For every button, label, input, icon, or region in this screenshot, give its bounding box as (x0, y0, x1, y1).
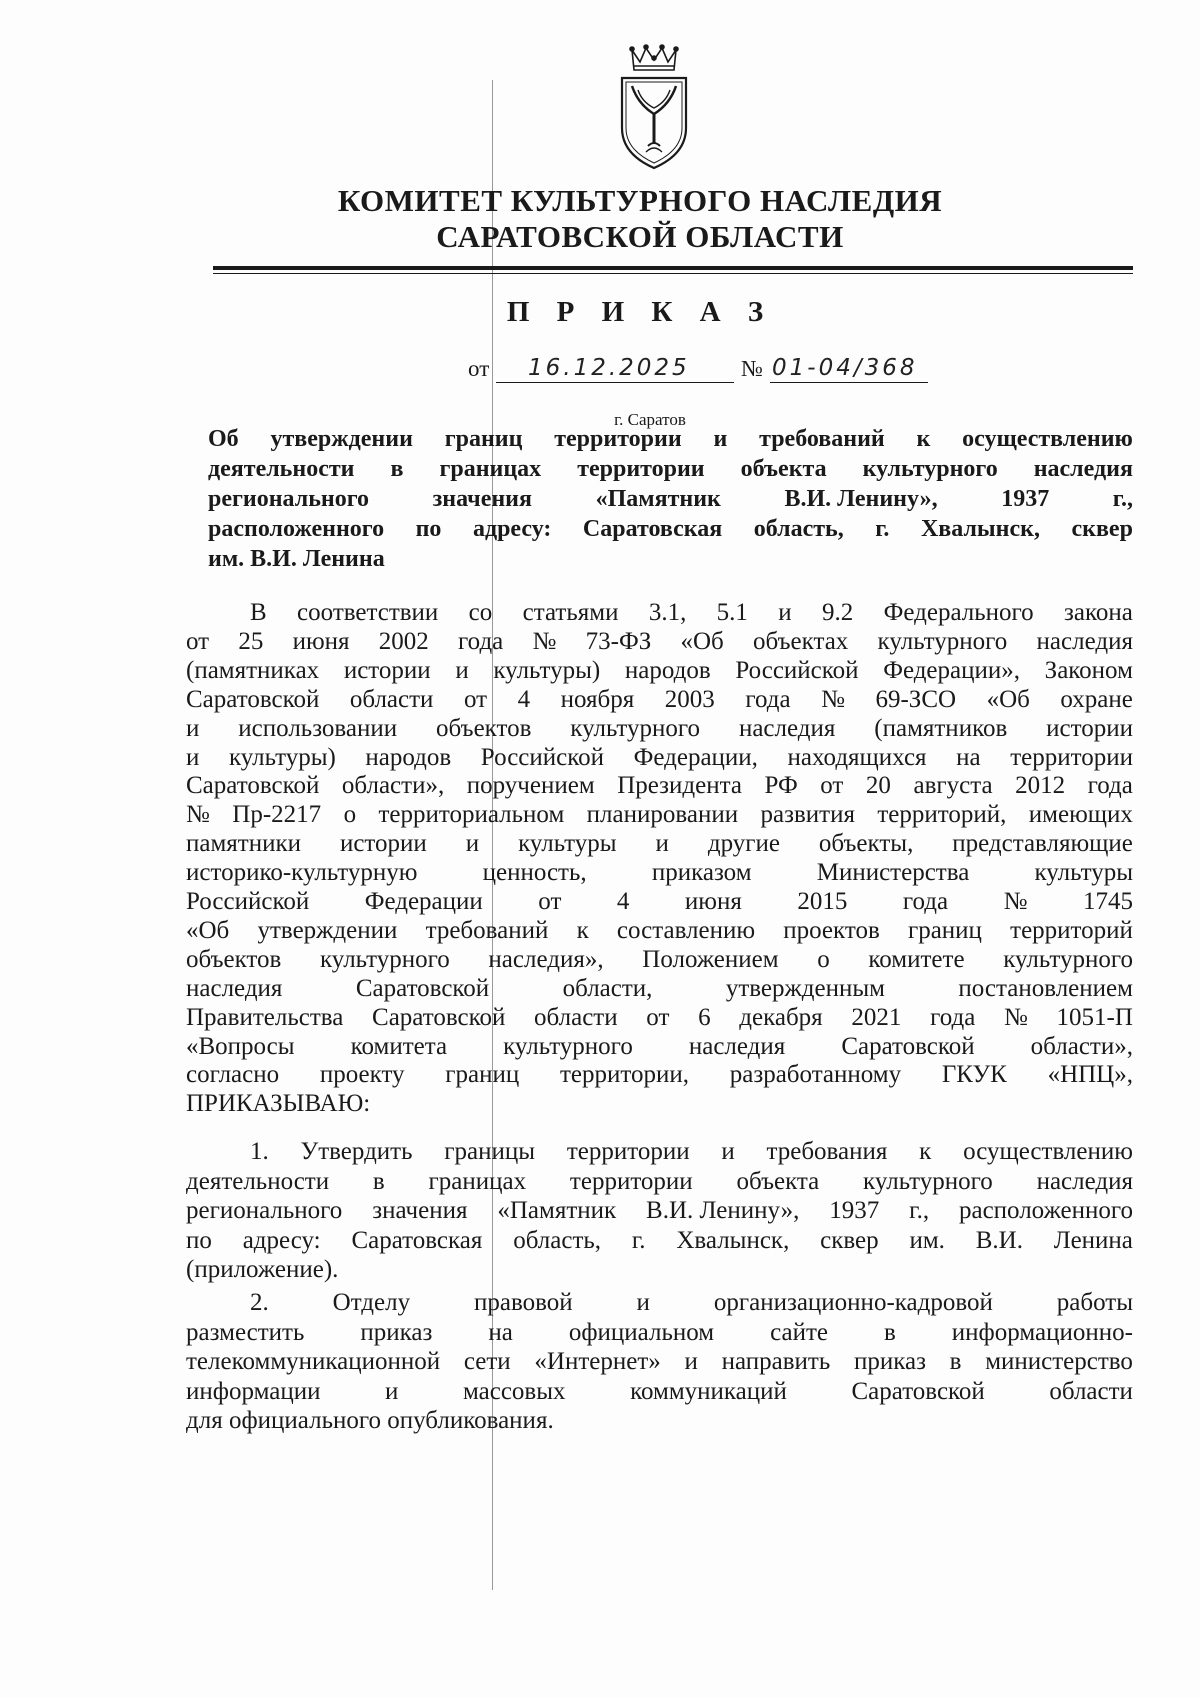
word: г. (875, 516, 890, 542)
word: и (465, 830, 480, 857)
header-thick-rule (213, 266, 1133, 270)
word: от (186, 628, 210, 655)
word: г., (1112, 486, 1133, 512)
word: года (930, 1004, 976, 1031)
body-line (186, 1196, 1133, 1226)
word: утверждении (270, 426, 413, 452)
word: «Памятник (595, 486, 721, 512)
word: разработанному (729, 1061, 902, 1088)
word: сквер (1071, 516, 1133, 542)
word: 25 (238, 628, 264, 655)
word: коммуникаций (630, 1378, 787, 1405)
body-line (186, 1377, 1133, 1407)
word: объекта (736, 1168, 820, 1195)
word: 1. (250, 1138, 269, 1165)
word: границ (444, 426, 523, 452)
body-line (186, 1060, 1133, 1090)
word: деятельности (208, 456, 355, 482)
word: организационно-кадровой (713, 1289, 993, 1316)
word: границы (444, 1138, 536, 1165)
word: ценность, (482, 859, 587, 886)
word: объекты, (818, 830, 914, 857)
word: 2012 (1015, 772, 1066, 799)
word: Саратовской (186, 686, 320, 713)
word: границах (439, 456, 542, 482)
word: года (1087, 772, 1133, 799)
word: территории (577, 456, 705, 482)
word: осуществлению (962, 426, 1133, 452)
word: от (820, 772, 844, 799)
word: министерство (985, 1348, 1133, 1375)
word: Федерального (883, 599, 1034, 626)
word: имеющих (1028, 801, 1133, 828)
word: наследия», (488, 946, 604, 973)
word: информационно- (951, 1319, 1133, 1346)
word: в (949, 1348, 962, 1375)
word: 5.1 (716, 599, 748, 626)
word: и (385, 1378, 399, 1405)
word: согласно (186, 1061, 280, 1088)
word: августа (913, 772, 993, 799)
word: 2. (250, 1289, 269, 1316)
word: культуры) (228, 744, 336, 771)
word: культурного (862, 456, 998, 482)
word: другие (707, 830, 780, 857)
word: закона (1064, 599, 1133, 626)
body-line: (приложение). (186, 1256, 339, 1283)
word: Саратовской (186, 772, 320, 799)
word: Саратовской (841, 1033, 975, 1060)
word: и (778, 599, 792, 626)
word: культурного (1003, 946, 1133, 973)
word: поручением (466, 772, 595, 799)
word: «НПЦ», (1047, 1061, 1133, 1088)
word: территорий (1010, 917, 1133, 944)
word: народов (624, 657, 711, 684)
word: 1051-П (1056, 1004, 1133, 1031)
word: границах (428, 1168, 527, 1195)
word: № (532, 628, 557, 655)
body-line (186, 627, 1133, 657)
word: № (1003, 888, 1028, 915)
title-line: им. В.И. Ленина (208, 546, 385, 572)
word: утверждении (257, 917, 398, 944)
organization-name-line1: КОМИТЕТ КУЛЬТУРНОГО НАСЛЕДИЯ (337, 183, 943, 218)
word: Правительства (186, 1004, 344, 1031)
word: 4 (517, 686, 531, 713)
word: 1937 (829, 1197, 880, 1224)
word: адресу: (242, 1227, 321, 1254)
word: осуществлению (963, 1138, 1133, 1165)
word: от (463, 686, 488, 713)
word: территории (1010, 744, 1133, 771)
word: границ (907, 917, 982, 944)
body-line (186, 1318, 1133, 1348)
word: Саратовской (355, 975, 490, 1002)
word: в (372, 1168, 385, 1195)
word: Отделу (332, 1289, 411, 1316)
word: статьями (522, 599, 619, 626)
word: В.И. Ленину», (646, 1197, 800, 1224)
word: границ (445, 1061, 520, 1088)
word: В.И. Ленину», (784, 486, 938, 512)
word: № (1003, 1004, 1028, 1031)
word: 2021 (851, 1004, 902, 1031)
word: по (415, 516, 442, 542)
word: культурного (503, 1033, 633, 1060)
word: народов (365, 744, 452, 771)
word: постановлением (958, 975, 1133, 1002)
word: планировании (586, 801, 739, 828)
word: проекту (319, 1061, 405, 1088)
word: 2015 (797, 888, 848, 915)
word: «Вопросы (186, 1033, 295, 1060)
word: от (646, 1004, 670, 1031)
header-thin-rule (213, 273, 1133, 274)
word: Утвердить (300, 1138, 413, 1165)
word: к (919, 1138, 932, 1165)
word: регионального (186, 1197, 343, 1224)
word: наследия (1033, 456, 1133, 482)
body-line (186, 656, 1133, 686)
word: информации (186, 1378, 321, 1405)
body-line (186, 916, 1133, 946)
word: 1937 (1001, 486, 1050, 512)
word: сети (463, 1348, 511, 1375)
word: объекта (740, 456, 827, 482)
word: 20 (865, 772, 891, 799)
word: к (916, 426, 931, 452)
word: деятельности (186, 1168, 330, 1195)
word: наследия (738, 715, 836, 742)
word: памятники (186, 830, 302, 857)
word: Министерства (816, 859, 970, 886)
word: наследия (1036, 1168, 1133, 1195)
word: «Памятник (497, 1197, 617, 1224)
word: области», (341, 772, 445, 799)
word: 73-ФЗ (585, 628, 652, 655)
word: области (1049, 1378, 1133, 1405)
word: наследия (688, 1033, 786, 1060)
body-line (186, 1003, 1133, 1033)
date-prefix: от (468, 356, 490, 381)
word: 6 (698, 1004, 711, 1031)
word: территории (566, 1138, 690, 1165)
word: к (576, 917, 589, 944)
word: на (488, 1319, 513, 1346)
word: в (390, 456, 404, 482)
organization-name-line2: САРАТОВСКОЙ ОБЛАСТИ (436, 219, 844, 254)
word: разместить (186, 1319, 305, 1346)
word: культурного (863, 1168, 993, 1195)
word: Положением (642, 946, 779, 973)
date-underline (496, 382, 734, 383)
word: Хвалынск, (920, 516, 1040, 542)
word: культуры (1034, 859, 1133, 886)
word: территориальном (378, 801, 565, 828)
word: утвержденным (725, 975, 885, 1002)
title-line (208, 514, 1133, 544)
word: культурного (570, 715, 701, 742)
body-line (186, 858, 1133, 888)
word: г. (631, 1227, 646, 1254)
word: культуры (518, 830, 617, 857)
word: июня (684, 888, 742, 915)
body-line: для официального опубликования. (186, 1407, 554, 1434)
word: и (713, 426, 728, 452)
word: регионального (208, 486, 370, 512)
handwritten-number: 01-04/368 (772, 355, 918, 381)
word: РФ (764, 772, 798, 799)
word: представляющие (952, 830, 1133, 857)
word: культурного (877, 628, 1008, 655)
word: приказ (853, 1348, 926, 1375)
word: наследия (1036, 628, 1133, 655)
word: о (343, 801, 357, 828)
word: территории (554, 426, 682, 452)
word: соответствии (297, 599, 439, 626)
word: им. (909, 1227, 945, 1254)
word: официальном (568, 1319, 715, 1346)
body-line (186, 1226, 1133, 1256)
word: области (349, 686, 434, 713)
title-line (208, 484, 1133, 514)
word: расположенного (958, 1197, 1133, 1224)
word: № (821, 686, 845, 713)
word: Хвалынск, (676, 1227, 790, 1254)
word: «Об (986, 686, 1030, 713)
word: 3.1, (648, 599, 687, 626)
word: сайте (770, 1319, 828, 1346)
word: «Об (680, 628, 724, 655)
word: адресу: (472, 516, 552, 542)
word: комитета (350, 1033, 448, 1060)
body-line (186, 743, 1133, 773)
body-line (186, 685, 1133, 715)
word: Саратовской (851, 1378, 985, 1405)
word: Российской (186, 888, 310, 915)
word: «Интернет» (534, 1348, 661, 1375)
word: находящихся (787, 744, 927, 771)
word: проектов (783, 917, 880, 944)
body-line (186, 945, 1133, 975)
word: Федерации (364, 888, 483, 915)
body-line (186, 598, 1133, 628)
word: развития (760, 801, 855, 828)
word: Федерации, (633, 744, 758, 771)
word: и (684, 1348, 698, 1375)
word: со (468, 599, 493, 626)
word: расположенного (208, 516, 385, 542)
body-line (186, 1288, 1133, 1318)
word: истории (339, 830, 427, 857)
word: ГКУК (941, 1061, 1007, 1088)
word: Президента (617, 772, 742, 799)
word: июня (292, 628, 350, 655)
word: комитете (868, 946, 965, 973)
word: историко-культурную (186, 859, 418, 886)
word: области, (562, 975, 653, 1002)
word: работы (1056, 1289, 1133, 1316)
word: года (458, 628, 504, 655)
word: Законом (1044, 657, 1133, 684)
word: наследия (186, 975, 283, 1002)
word: территории, (560, 1061, 690, 1088)
word: 2002 (378, 628, 429, 655)
word: приказ (360, 1319, 433, 1346)
word: области (534, 1004, 618, 1031)
word: требований (425, 917, 549, 944)
word: и (455, 657, 469, 684)
body-line (186, 887, 1133, 917)
word: 2003 (664, 686, 715, 713)
word: (памятников (874, 715, 1008, 742)
word: на (956, 744, 981, 771)
word: г., (909, 1197, 930, 1224)
body-line (186, 829, 1133, 859)
word: и (186, 715, 200, 742)
word: Саратовская (351, 1227, 483, 1254)
title-line (208, 454, 1133, 484)
word: и (636, 1289, 650, 1316)
word: Саратовская (582, 516, 723, 542)
body-line (186, 1032, 1133, 1062)
document-type-title: П Р И К А З (506, 296, 774, 328)
word: В (250, 599, 267, 626)
word: Саратовской (372, 1004, 506, 1031)
word: сквер (820, 1227, 879, 1254)
word: В.И. (975, 1227, 1023, 1254)
word: территории (569, 1168, 693, 1195)
word: использовании (238, 715, 398, 742)
word: Об (208, 426, 239, 452)
word: значения (432, 486, 532, 512)
body-line (186, 771, 1133, 801)
body-line (186, 800, 1133, 830)
word: составлению (616, 917, 756, 944)
word: значения (372, 1197, 468, 1224)
word: 9.2 (822, 599, 854, 626)
body-line: ПРИКАЗЫВАЮ: (186, 1090, 371, 1117)
word: «Об (186, 917, 230, 944)
word: приказом (651, 859, 752, 886)
word: Российской (480, 744, 605, 771)
body-line (186, 714, 1133, 744)
word: 4 (616, 888, 630, 915)
number-prefix: № (741, 356, 763, 381)
word: телекоммуникационной (186, 1348, 441, 1375)
body-line (186, 1167, 1133, 1197)
word: направить (721, 1348, 831, 1375)
word: объектов (186, 946, 282, 973)
word: массовых (462, 1378, 566, 1405)
word: Пр-2217 (232, 801, 322, 828)
city-of-issue: г. Саратов (614, 410, 686, 429)
word: Российской (735, 657, 859, 684)
word: 1745 (1082, 888, 1133, 915)
word: область, (513, 1227, 602, 1254)
body-line (186, 974, 1133, 1004)
word: и (721, 1138, 735, 1165)
word: объектах (753, 628, 849, 655)
handwritten-date: 16.12.2025 (528, 355, 690, 381)
word: требования (766, 1138, 888, 1165)
word: декабря (739, 1004, 823, 1031)
word: 69-ЗСО (875, 686, 957, 713)
saratov-coat-of-arms-icon (618, 44, 690, 172)
word: от (538, 888, 562, 915)
word: истории (343, 657, 431, 684)
word: о (817, 946, 830, 973)
number-underline (770, 382, 928, 383)
body-line (186, 1347, 1133, 1377)
word: области», (1030, 1033, 1133, 1060)
word: и (655, 830, 669, 857)
word: территорий, (877, 801, 1007, 828)
word: охране (1060, 686, 1133, 713)
word: требований (759, 426, 885, 452)
word: культуры) (493, 657, 601, 684)
word: по (186, 1227, 212, 1254)
word: Федерации», (883, 657, 1021, 684)
word: объектов (436, 715, 532, 742)
word: культурного (320, 946, 450, 973)
word: года (902, 888, 949, 915)
word: № (186, 801, 210, 828)
word: и (186, 744, 200, 771)
word: Ленина (1053, 1227, 1133, 1254)
word: правовой (474, 1289, 573, 1316)
word: истории (1046, 715, 1133, 742)
word: ноября (560, 686, 635, 713)
word: в (883, 1319, 896, 1346)
body-line (186, 1137, 1133, 1167)
word: область, (753, 516, 844, 542)
word: года (745, 686, 791, 713)
title-line (208, 424, 1133, 454)
word: (памятниках (186, 657, 320, 684)
